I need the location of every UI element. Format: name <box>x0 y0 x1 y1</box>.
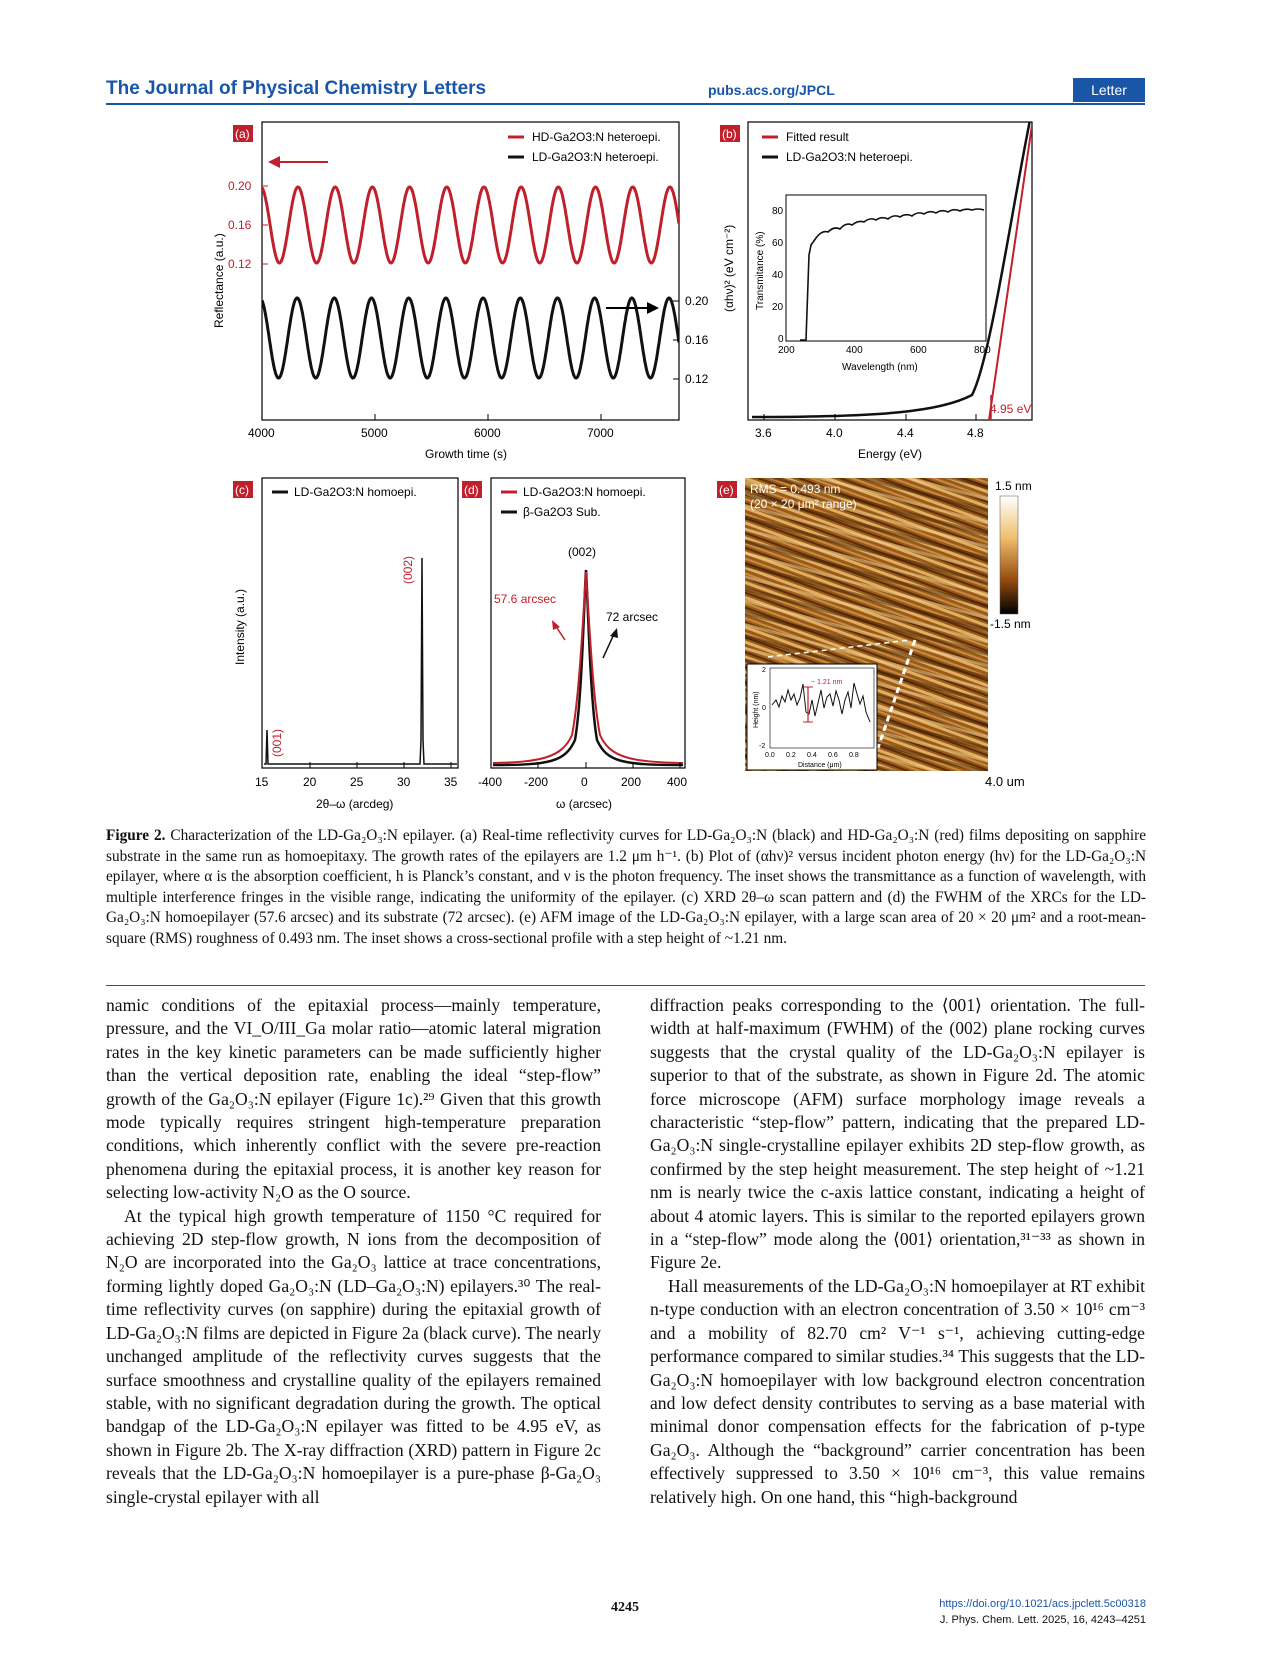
afm-rms: RMS = 0.493 nm <box>750 482 841 496</box>
y-tick-left: 0.20 <box>228 179 252 193</box>
color-scale-top: 1.5 nm <box>995 479 1032 493</box>
x-tick: 25 <box>350 775 364 789</box>
x-tick: 3.6 <box>755 426 772 440</box>
x-axis-label: ω (arcsec) <box>556 797 613 811</box>
paragraph: namic conditions of the epitaxial process—mainly temperature, pressure, and the VI_O/III_Ga molar ratio—atomic lateral migration rates in the key kinetic parameters can be made sufficiently higher than the vertical deposition rate, enabling the ideal “step-flow” growth of the Ga₂O₃:N epilayer (Figure 1c).²⁹ Given that this growth mode typically requires stringent high-temperature preparation conditions, which inherently conflict with the severe pre-reaction phenomena during the epitaxial process, it is another key reason for selecting low-activity N₂O as the O source. <box>106 995 601 1203</box>
panel-e <box>717 478 1032 789</box>
inset-y-tick: 0 <box>762 705 766 712</box>
x-tick: 4.0 <box>826 426 843 440</box>
panel-d-label: (d) <box>464 483 479 497</box>
inset-x-tick: 0.0 <box>765 752 775 759</box>
color-scale-bottom: -1.5 nm <box>990 617 1031 631</box>
panel-e-label: (e) <box>719 483 734 497</box>
panel-b <box>720 120 1032 461</box>
x-tick: 0 <box>581 775 588 789</box>
legend-hd-label: HD-Ga2O3:N heteroepi. <box>532 130 661 144</box>
legend-sub-label: β-Ga2O3 Sub. <box>523 505 601 519</box>
inset-x-tick: 0.6 <box>828 752 838 759</box>
y-axis-label: Reflectance (a.u.) <box>212 233 226 328</box>
x-tick: -400 <box>478 775 503 789</box>
y-tick-right: 0.16 <box>685 333 709 347</box>
inset-y-tick: 2 <box>762 667 766 674</box>
scale-bar-label: 4.0 um <box>985 774 1025 789</box>
y-tick-right: 0.20 <box>685 294 709 308</box>
series-ld-curve <box>262 298 679 378</box>
x-tick: 20 <box>303 775 317 789</box>
fwhm-black-label: 72 arcsec <box>606 610 659 624</box>
arrow-left-head <box>268 156 280 168</box>
fwhm-red-label: 57.6 arcsec <box>494 592 557 606</box>
x-tick: 5000 <box>361 426 388 440</box>
arrow-right-head <box>647 302 659 314</box>
inset-y-tick: -2 <box>759 743 766 750</box>
inset-y-tick: 0 <box>778 334 784 345</box>
peak-label-001: (001) <box>270 728 284 757</box>
inset-y-label: Height (nm) <box>753 691 760 728</box>
x-tick: 15 <box>255 775 269 789</box>
figure-2 <box>0 0 1266 820</box>
bandgap-annotation: 4.95 eV <box>990 402 1032 416</box>
paragraph: At the typical high growth temperature of 1150 °C required for achieving 2D step-flow growth, N ions from the decomposition of N₂O are incorporated into the Ga₂O₃ lattice at trace concentrations, forming lightly doped Ga₂O₃:N (LD–Ga₂O₃:N) epilayers.³⁰ The real-time reflectivity curves (on sapphire) during the epitaxial growth of LD-Ga₂O₃:N films are depicted in Figure 2a (black curve). The nearly unchanged amplitude of the reflectivity curves suggests that the surface smoothness and crystalline quality of the epilayers remained stable, with no significant degradation during the growth. The optical bandgap of the LD-Ga₂O₃:N epilayer was fitted to be 4.95 eV, as shown in Figure 2b. The X-ray diffraction (XRD) pattern in Figure 2c reveals that the LD-Ga₂O₃:N homoepilayer is a pure-phase β-Ga₂O₃ single-crystal epilayer with all <box>106 1205 601 1507</box>
legend-ld-label: LD-Ga2O3:N heteroepi. <box>532 150 659 164</box>
journal-url[interactable]: pubs.acs.org/JPCL <box>708 82 835 98</box>
x-tick: 4.8 <box>967 426 984 440</box>
legend-homo-label: LD-Ga2O3:N homoepi. <box>523 485 646 499</box>
panel-a <box>212 122 709 461</box>
legend-ld-label: LD-Ga2O3:N heteroepi. <box>786 150 913 164</box>
paragraph: Hall measurements of the LD-Ga₂O₃:N homoepilayer at RT exhibit n-type conduction with an electron concentration of 3.50 × 10¹⁶ cm⁻³ and a mobility of 82.70 cm² V⁻¹ s⁻¹, achieving cutting-edge performance compared to similar studies.³⁴ This suggests that the LD-Ga₂O₃:N homoepilayer with low background electron concentration and low defect density contributes to serving as a base material with minimal donor compensation effects for the fabrication of p-type Ga₂O₃. Although the “background” carrier concentration has been effectively suppressed to 3.50 × 10¹⁶ cm⁻³, this value remains relatively high. On one hand, this “high-background <box>650 1275 1145 1507</box>
x-tick: 30 <box>397 775 411 789</box>
y-axis-label: Intensity (a.u.) <box>233 588 247 665</box>
xrd-pattern <box>264 555 457 764</box>
legend-label: LD-Ga2O3:N homoepi. <box>294 485 417 499</box>
x-tick: 400 <box>667 775 688 789</box>
x-axis-label: Energy (eV) <box>858 447 923 461</box>
panel-a-label: (a) <box>235 127 250 141</box>
journal-title: The Journal of Physical Chemistry Letters <box>106 78 487 99</box>
inset-x-label: Distance (μm) <box>798 762 842 769</box>
inset-y-tick: 80 <box>772 206 784 217</box>
inset-x-tick: 0.8 <box>849 752 859 759</box>
inset-y-tick: 20 <box>772 302 784 313</box>
inset-x-tick: 400 <box>846 345 863 356</box>
afm-profile-inset <box>747 664 877 770</box>
caption-rule <box>106 985 1145 986</box>
paragraph: diffraction peaks corresponding to the ⟨001⟩ orientation. The full-width at half-maximum (FWHM) of the (002) plane rocking curves suggests that the crystal quality of the LD-Ga₂O₃:N epilayer is superior to that of the substrate, as shown in Figure 2d. The atomic force microscope (AFM) surface morphology image reveals a characteristic “step-flow” pattern, indicating that the prepared LD-Ga₂O₃:N single-crystalline epilayer exhibits 2D step-flow growth, as confirmed by the step height measurement. The step height of ~1.21 nm is nearly twice the c-axis lattice constant, indicating a height of about 4 atomic layers. This is similar to the reported epilayers grown in a “step-flow” mode along the ⟨001⟩ orientation,³¹⁻³³ as shown in Figure 2e. <box>650 995 1145 1273</box>
x-tick: 7000 <box>587 426 614 440</box>
x-tick: 35 <box>444 775 458 789</box>
caption-title: Figure 2. <box>106 827 166 844</box>
citation: J. Phys. Chem. Lett. 2025, 16, 4243–4251 <box>939 1614 1146 1626</box>
peak-label: (002) <box>568 545 597 559</box>
caption-text: Characterization of the LD-Ga₂O₃:N epilayer. (a) Real-time reflectivity curves for LD-Ga₂O₃:N (black) and HD-Ga₂O₃:N (red) films depositing on sapphire substrate in the same run as homoepitaxy. The growth rates of the epilayers are 1.2 μm h⁻¹. (b) Plot of (αhν)² versus incident photon energy (hν) for the LD-Ga₂O₃:N epilayer, where α is the absorption coefficient, h is Planck’s constant, and ν is the photon frequency. The inset shows the transmittance as a function of wavelength, with multiple interference fringes in the visible range, indicating the uniformity of the epilayer. (c) XRD 2θ–ω scan pattern and (d) the FWHM of the XRCs for the LD-Ga₂O₃:N homoepilayer (57.6 arcsec) and its substrate (72 arcsec). (e) AFM image of the LD-Ga₂O₃:N epilayer, with a large scan area of 20 × 20 μm² and a root-mean-square (RMS) roughness of 0.493 nm. The inset shows a cross-sectional profile with a step height of ~1.21 nm. <box>106 827 1146 947</box>
x-axis-label: 2θ–ω (arcdeg) <box>316 797 394 811</box>
peak-label-002: (002) <box>401 555 415 584</box>
fwhm-black-arrow <box>603 634 614 658</box>
step-height-label: ~ 1.21 nm <box>811 679 843 686</box>
inset-x-tick: 200 <box>778 345 795 356</box>
x-tick: -200 <box>524 775 549 789</box>
x-tick: 6000 <box>474 426 501 440</box>
series-hd-curve <box>262 187 679 263</box>
panel-b-label: (b) <box>722 127 737 141</box>
inset-x-tick: 0.2 <box>786 752 796 759</box>
legend-fit-label: Fitted result <box>786 130 849 144</box>
inset-x-label: Wavelength (nm) <box>842 362 918 373</box>
x-axis-label: Growth time (s) <box>425 447 508 461</box>
fwhm-black-arrowhead <box>610 628 618 638</box>
inset-y-label: Transmitance (%) <box>755 231 766 310</box>
transmittance-inset <box>755 195 991 373</box>
article-type-badge: Letter <box>1073 78 1145 102</box>
x-tick: 4000 <box>248 426 275 440</box>
panel-c-label: (c) <box>235 483 249 497</box>
color-scale-bar <box>1000 496 1018 614</box>
inset-y-tick: 40 <box>772 270 784 281</box>
inset-x-tick: 800 <box>974 345 991 356</box>
doi-link[interactable]: https://doi.org/10.1021/acs.jpclett.5c00318 <box>939 1598 1146 1610</box>
panel-c <box>233 478 458 811</box>
inset-x-tick: 600 <box>910 345 927 356</box>
y-tick-left: 0.12 <box>228 257 252 271</box>
figure-caption <box>106 826 1146 950</box>
x-tick: 200 <box>621 775 642 789</box>
x-tick: 4.4 <box>897 426 914 440</box>
fit-line <box>989 125 1032 420</box>
y-tick-left: 0.16 <box>228 218 252 232</box>
inset-x-tick: 0.4 <box>807 752 817 759</box>
body-column-right <box>650 994 1145 1509</box>
panel-c-frame <box>262 478 458 768</box>
y-tick-right: 0.12 <box>685 372 709 386</box>
panel-d <box>462 478 687 811</box>
afm-range: (20 × 20 μm² range) <box>750 497 857 511</box>
y-axis-label: (αhν)² (eV cm⁻²) <box>722 224 736 312</box>
fwhm-red-arrowhead <box>552 620 560 630</box>
body-column-left <box>106 994 601 1509</box>
inset-y-tick: 60 <box>772 238 784 249</box>
page-number: 4245 <box>611 1600 639 1615</box>
